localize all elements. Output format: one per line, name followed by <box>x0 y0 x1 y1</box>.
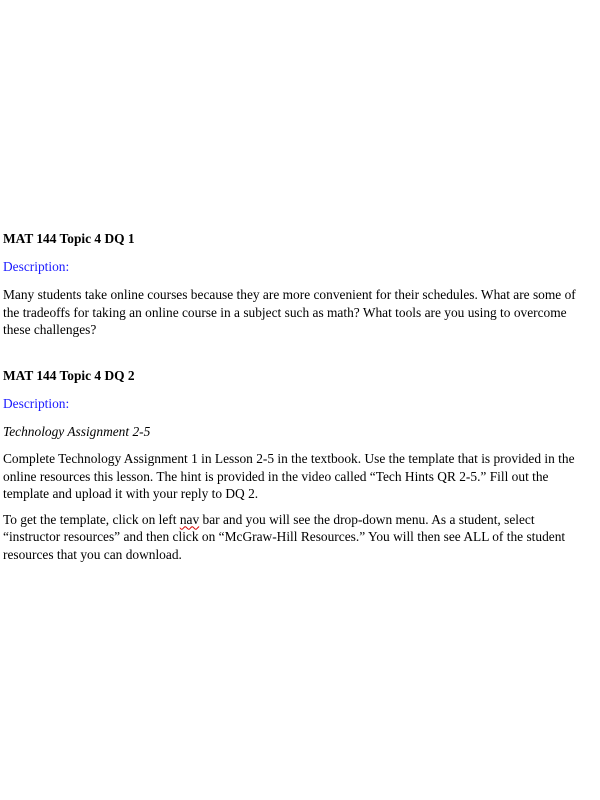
assignment-subtitle: Technology Assignment 2-5 <box>3 423 151 439</box>
section-title: MAT 144 Topic 4 DQ 1 <box>3 231 135 246</box>
description-label: Description: <box>3 395 70 411</box>
instructions-paragraph <box>3 511 595 564</box>
section-dq2 <box>3 367 595 564</box>
document-page <box>3 230 595 563</box>
section-dq1 <box>3 230 595 339</box>
instructions-text-after: bar and you will see the drop-down menu. As a student, select “instructor resources” and then click on “McGraw-Hill Resources.” You will then see ALL of the student resources that you can download. <box>3 511 566 562</box>
section-spacer <box>3 339 595 367</box>
description-label: Description: <box>3 259 70 274</box>
paragraph: Many students take online courses because they are more convenient for their schedules. What are some of the tradeoffs for taking an online course in a subject such as math? What tools are you using to overcome these challenges? <box>3 287 576 337</box>
paragraph: Complete Technology Assignment 1 in Lesson 2-5 in the textbook. Use the template that is provided in the online resources this lesson. The hint is provided in the video called “Tech Hints QR 2-5.” Fill out the template and upload it with your reply to DQ 2. <box>3 451 575 501</box>
instructions-text-before: To get the template, click on left <box>3 511 180 527</box>
spellcheck-flagged-word: nav <box>179 511 200 527</box>
section-title: MAT 144 Topic 4 DQ 2 <box>3 367 135 383</box>
